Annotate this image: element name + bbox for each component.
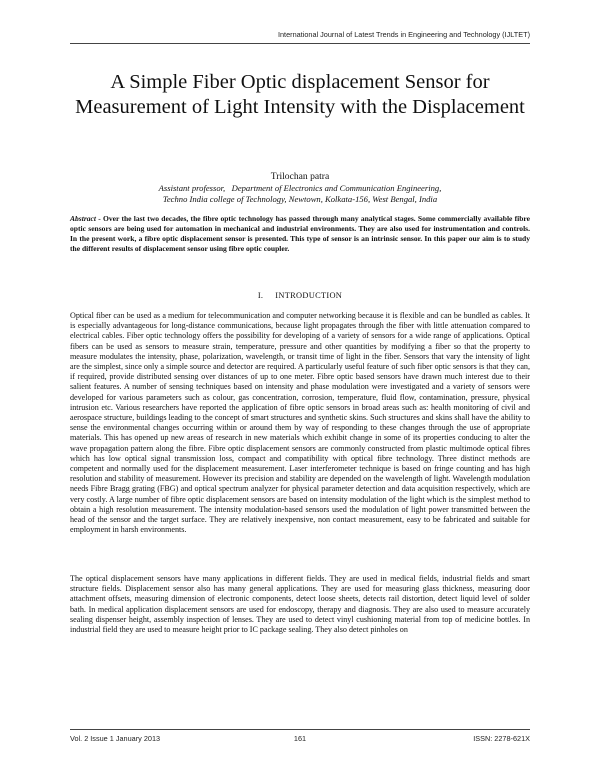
footer-volume: Vol. 2 Issue 1 January 2013 (70, 734, 161, 743)
footer-rule (70, 729, 530, 730)
author-affiliation (70, 183, 530, 205)
header-rule (70, 43, 530, 44)
abstract (70, 214, 530, 254)
intro-paragraph-2: The optical displacement sensors have many applications in different fields. They are used in medical fields, industrial fields and smart structure fields. Displacement sensor also has many general applications. They are used for measuring glass thickness, measuring door attachment offsets, measuring dimension of electronic components, detect loose sheets, detects rail distortion, detect liquid level of solder bath. In medical application displacement sensors are used for endoscopy, therapy and diagnosis. They are also used to measure accurately sealing dispenser height, assembly inspection of lenses. They are used to detect vinyl cushioning material from top of medicine bottles. In industrial field they are used to measure height prior to IC package sealing. They also detect pinholes on (70, 574, 530, 635)
section-heading: I. INTRODUCTION (257, 291, 343, 300)
affiliation-line-2: Techno India college of Technology, Newtown, Kolkata-156, West Bengal, India (162, 194, 438, 204)
abstract-label: Abstract (70, 214, 96, 223)
affiliation-line-1: Assistant professor, Department of Electronics and Communication Engineering, (158, 183, 442, 193)
footer-issn: ISSN: 2278-621X (473, 734, 530, 743)
journal-header: International Journal of Latest Trends in Engineering and Technology (IJLTET) (277, 30, 530, 39)
intro-paragraph-1: Optical fiber can be used as a medium for telecommunication and computer networking because it is flexible and can be bundled as cables. It is especially advantageous for long-distance communications, because light propagates through the fiber with little attenuation compared to electrical cables. Fiber optic technology offers the possibility for developing of a variety of sensors for a wide range of applications. Optical fibers can be used as sensors to measure strain, temperature, pressure and other quantities by modifying a fiber so that the property to measure modulates the intensity, phase, polarization, wavelength, or transit time of light in the fiber. Sensors that vary the intensity of light are the simplest, since only a simple source and detector are required. A particularly useful feature of such fiber optic sensors is that they can, if required, provide distributed sensing over distances of up to one meter. Fibre optic based sensors have drawn much interest due to their salient features. A number of sensing techniques based on intensity and phase modulation were investigated and a variety of sensors were developed for various parameters such as colour, gas concentration, corrosion, temperature, fluid flow, contamination, pressure, physical intrusion etc. Various researchers have reported the application of fibre optic sensors in broad areas such as: health monitoring of civil and aerospace structure, buildings leading to the concept of smart structures and synthetic skins. Such structures and skins shall have the ability to sense the environmental changes occurring within or around them by way of responding to these changes through the use of appropriate materials. This has opened up new areas of research in new materials which exhibit change in some of its properties conducing to alter the wave propagation pattern along the fibre. Fibre optic displacement sensors are commonly constructed from plastic multimode optical fibres which has low optical signal transmission loss, compact and compatibility with optical fibre technology. Three distinct methods are competent and normally used for the displacement measurement. Laser interferometer technique is based on fringe counting and has high resolution and stability of measurement. However its precision and stability are depended on the wavelength of light. Wavelength modulation needs Fibre Bragg grating (FBG) and optical spectrum analyzer for physical parameter detection and data acquisition respectively, which are very costly. A large number of fibre optic displacement sensors are based on intensity modulation of the light which is the simplest method to obtain a high resolution measurement. The intensity modulation-based sensors used the modulation of light power transmitted between the head of the sensor and the target surface. They are relatively inexpensive, non contact measurement, easy to be fabricated and suitable for employment in harsh environments. (70, 311, 530, 535)
paper-title: A Simple Fiber Optic displacement Sensor for Measurement of Light Intensity with the Displacement (75, 71, 525, 118)
author-name: Trilochan patra (270, 171, 330, 182)
footer-page-number: 161 (293, 734, 307, 743)
abstract-text: - Over the last two decades, the fibre optic technology has passed through many analytical stages. Some commercially available fibre optic sensors are being used for automation in mechanical and industrial environments. They are also used for instrumentation and controls. In the present work, a fibre optic displacement sensor is presented. This type of sensor is an intrinsic sensor. In this paper our aim is to study the different results of displacement sensor using fibre optic coupler. (70, 214, 530, 254)
